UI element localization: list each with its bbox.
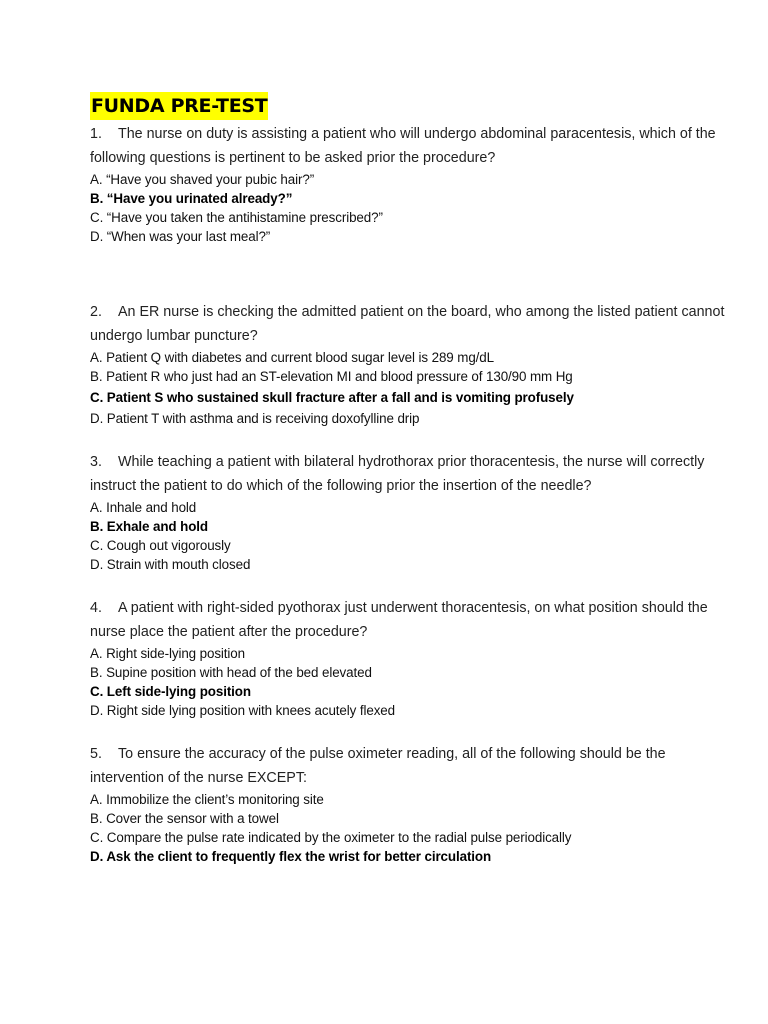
question-text: While teaching a patient with bilateral hydrothorax prior thoracentesis, the nurse will correctly instruct the patient to do which of the following prior the insertion of the needle?: [90, 454, 705, 494]
choice-list: [90, 790, 730, 866]
question-number: 4.: [90, 600, 102, 616]
choice-d: D. “When was your last meal?”: [90, 229, 271, 244]
choice-list: [90, 644, 730, 720]
choice-list: [90, 170, 730, 246]
choice-d: D. Patient T with asthma and is receiving doxofylline drip: [90, 411, 420, 426]
choice-b-correct: B. “Have you urinated already?”: [90, 191, 293, 206]
question-2: [90, 301, 730, 428]
choice-c: C. Cough out vigorously: [90, 538, 231, 553]
choice-a: A. Immobilize the client’s monitoring site: [90, 792, 324, 807]
question-text: The nurse on duty is assisting a patient who will undergo abdominal paracentesis, which of the following questions is pertinent to be asked prior the procedure?: [90, 126, 716, 166]
choice-b-correct: B. Exhale and hold: [90, 519, 208, 534]
question-text: An ER nurse is checking the admitted patient on the board, who among the listed patient cannot undergo lumbar puncture?: [90, 304, 725, 344]
choice-a: A. Inhale and hold: [90, 500, 197, 515]
question-5: [90, 743, 730, 866]
choice-b: B. Supine position with head of the bed elevated: [90, 665, 372, 680]
question-number: 5.: [90, 746, 102, 762]
document-page: [90, 92, 730, 866]
question-stem: [90, 451, 730, 498]
choice-c-correct: C. Left side-lying position: [90, 684, 251, 699]
question-stem: [90, 123, 730, 170]
question-3: [90, 451, 730, 574]
choice-c: C. Compare the pulse rate indicated by the oximeter to the radial pulse periodically: [90, 830, 572, 845]
choice-list: [90, 348, 730, 428]
question-stem: [90, 301, 730, 348]
choice-d: D. Right side lying position with knees acutely flexed: [90, 703, 395, 718]
question-number: 3.: [90, 454, 102, 470]
choice-b: B. Patient R who just had an ST-elevation MI and blood pressure of 130/90 mm Hg: [90, 369, 573, 384]
choice-a: A. Patient Q with diabetes and current blood sugar level is 289 mg/dL: [90, 350, 494, 365]
choice-c-correct: C. Patient S who sustained skull fracture after a fall and is vomiting profusely: [90, 390, 574, 405]
question-number: 2.: [90, 304, 102, 320]
choice-c: C. “Have you taken the antihistamine prescribed?”: [90, 210, 383, 225]
question-4: [90, 597, 730, 720]
question-stem: [90, 743, 730, 790]
document-title: FUNDA PRE-TEST: [90, 92, 268, 120]
choice-d-correct: D. Ask the client to frequently flex the wrist for better circulation: [90, 849, 492, 864]
question-stem: [90, 597, 730, 644]
choice-d: D. Strain with mouth closed: [90, 557, 251, 572]
question-text: A patient with right-sided pyothorax just underwent thoracentesis, on what position should the nurse place the patient after the procedure?: [90, 600, 708, 640]
choice-a: A. “Have you shaved your pubic hair?”: [90, 172, 315, 187]
choice-a: A. Right side-lying position: [90, 646, 245, 661]
question-text: To ensure the accuracy of the pulse oximeter reading, all of the following should be the intervention of the nurse EXCEPT:: [90, 746, 666, 786]
choice-b: B. Cover the sensor with a towel: [90, 811, 279, 826]
choice-list: [90, 498, 730, 574]
question-1: [90, 123, 730, 246]
question-number: 1.: [90, 126, 102, 142]
